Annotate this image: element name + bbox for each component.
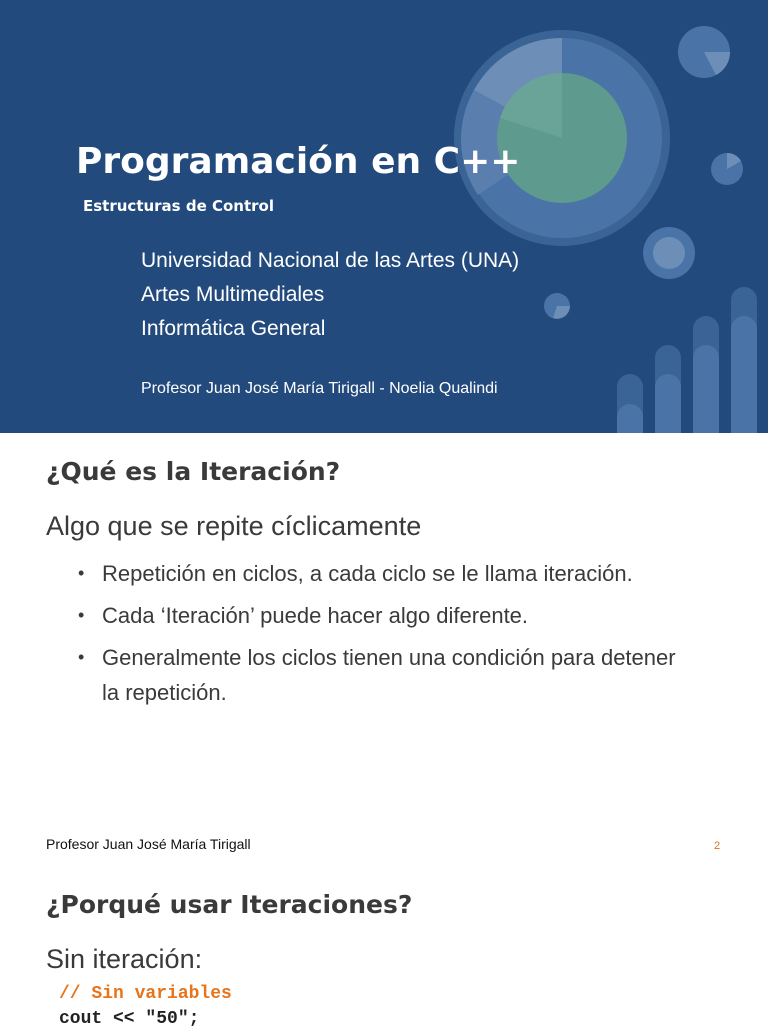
slide-lead: Algo que se repite cíclicamente	[46, 511, 422, 541]
institution-line: Universidad Nacional de las Artes (UNA)	[141, 249, 520, 272]
bullet-text: Cada ‘Iteración’ puede hacer algo diferente.	[102, 603, 529, 628]
slide-footer: Profesor Juan José María Tirigall	[46, 836, 251, 852]
list-item	[78, 556, 678, 591]
institution-block	[141, 244, 519, 346]
bullet-text: Generalmente los ciclos tienen una condición para detener la repetición.	[102, 645, 676, 705]
professors-line: Profesor Juan José María Tirigall - Noelia Qualindi	[141, 380, 498, 397]
slide-lead: Sin iteración:	[46, 944, 203, 974]
institution-line: Artes Multimediales	[141, 283, 325, 306]
bullet-icon: •	[78, 563, 85, 583]
list-item	[78, 598, 678, 633]
slide-subtitle: Estructuras de Control	[83, 197, 274, 215]
bullet-icon: •	[78, 647, 85, 667]
page-number: 2	[714, 840, 721, 852]
code-comment: // Sin variables	[59, 984, 232, 1004]
deco-donut-hole	[653, 237, 685, 269]
bullet-list	[78, 556, 678, 717]
title-slide	[0, 0, 768, 433]
bullet-text: Repetición en ciclos, a cada ciclo se le llama iteración.	[102, 561, 633, 586]
slide-heading: ¿Porqué usar Iteraciones?	[46, 890, 413, 919]
institution-line: Informática General	[141, 317, 326, 340]
deco-pill-bars-inner	[617, 316, 757, 433]
list-item	[78, 640, 678, 710]
slide-title: Programación en C++	[76, 141, 521, 182]
decorative-pie-graphics	[0, 0, 768, 433]
slide-heading: ¿Qué es la Iteración?	[46, 457, 341, 486]
bullet-icon: •	[78, 605, 85, 625]
code-line: cout << "50";	[59, 1009, 200, 1029]
